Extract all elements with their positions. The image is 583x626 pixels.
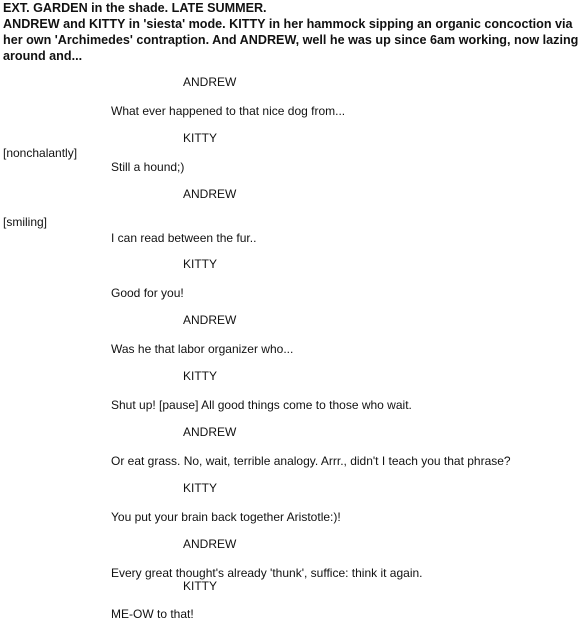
dialogue-line: ME-OW to that!	[111, 607, 194, 621]
dialogue-line: Or eat grass. No, wait, terrible analogy. Arrr., didn't I teach you that phrase?	[111, 454, 511, 468]
character-name: ANDREW	[183, 313, 237, 327]
character-name: ANDREW	[183, 187, 237, 201]
parenthetical: [smiling]	[3, 215, 48, 229]
character-name: ANDREW	[183, 75, 237, 89]
dialogue-line: What ever happened to that nice dog from...	[111, 104, 346, 118]
dialogue-line: You put your brain back together Aristotle:)!	[111, 510, 341, 524]
character-name: ANDREW	[183, 537, 237, 551]
dialogue-line: Shut up! [pause] All good things come to those who wait.	[111, 398, 412, 412]
dialogue-line: Good for you!	[111, 286, 184, 300]
dialogue-line: Every great thought's already 'thunk', suffice: think it again.	[111, 566, 423, 580]
dialogue-line: I can read between the fur..	[111, 231, 257, 245]
action-description: ANDREW and KITTY in 'siesta' mode. KITTY in her hammock sipping an organic concoction via her own 'Archimedes' contraption. And ANDREW, well he was up since 6am working, now lazing around and...	[3, 17, 579, 63]
character-name: ANDREW	[183, 425, 237, 439]
scene-header	[3, 0, 581, 64]
dialogue-line: Still a hound;)	[111, 160, 185, 174]
character-name: KITTY	[183, 369, 218, 383]
character-name: KITTY	[183, 579, 218, 593]
character-name: KITTY	[183, 257, 218, 271]
character-name: KITTY	[183, 131, 218, 145]
dialogue-line: Was he that labor organizer who...	[111, 342, 294, 356]
character-name: KITTY	[183, 481, 218, 495]
scene-heading: EXT. GARDEN in the shade. LATE SUMMER.	[3, 1, 267, 15]
parenthetical: [nonchalantly]	[3, 146, 78, 160]
